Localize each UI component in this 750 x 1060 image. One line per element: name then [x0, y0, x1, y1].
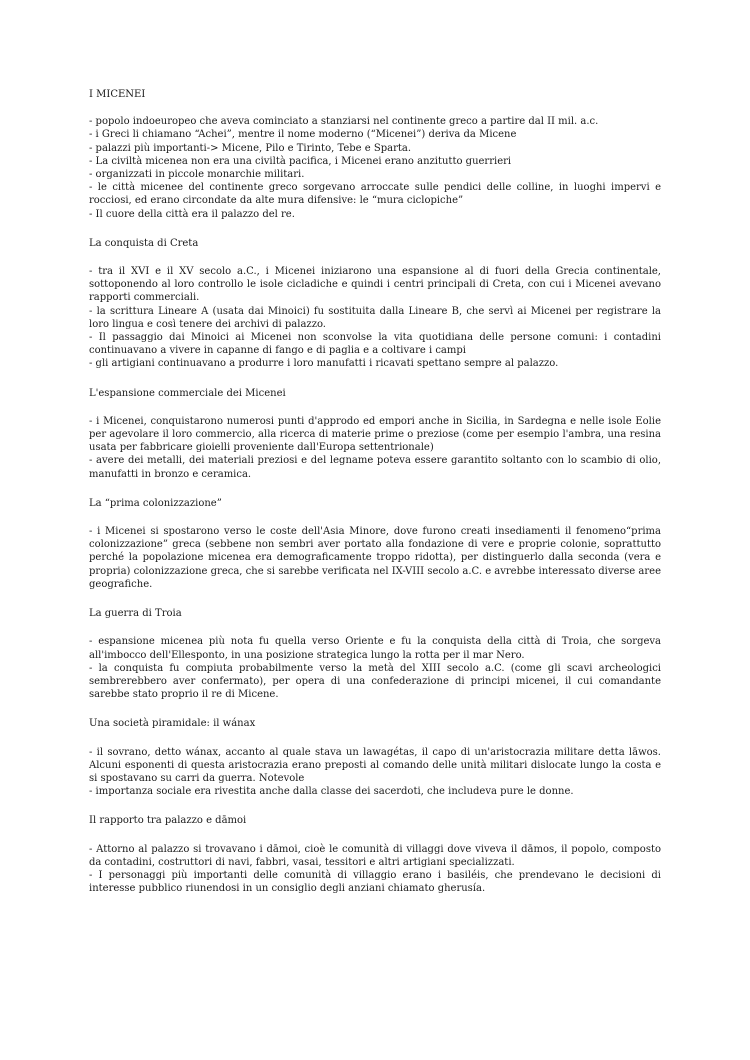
section-heading: La conquista di Creta: [89, 237, 199, 249]
intro-line: - le città micenee del continente greco sorgevano arroccate sulle pendici delle colline, in luoghi impervi e rocciosi, ed erano circondate da alte mura difensive: le “mura ciclopiche”: [89, 182, 661, 207]
section-crete: [89, 237, 661, 371]
section-paragraph: - la conquista fu compiuta probabilmente verso la metà del XIII secolo a.C. (come gli scavi archeologici sembrerebbero aver confermato), per opera di una confederazione di principi micenei, il cui comandante sarebbe stato proprio il re di Micene.: [89, 662, 661, 701]
intro-line: - palazzi più importanti-> Micene, Pilo e Tirinto, Tebe e Sparta.: [89, 142, 412, 154]
intro-line: - i Greci li chiamano “Achei”, mentre il nome moderno (“Micenei”) deriva da Micene: [89, 129, 517, 141]
section-paragraph: - importanza sociale era rivestita anche dalla classe dei sacerdoti, che includeva pure le donne.: [89, 786, 574, 798]
section-troy: [89, 607, 661, 701]
document-page: [89, 88, 661, 895]
intro-line: - organizzati in piccole monarchie militari.: [89, 169, 305, 181]
section-paragraph: - avere dei metalli, dei materiali preziosi e del legname poteva essere garantito soltanto con lo scambio di olio, manufatti in bronzo e ceramica.: [89, 455, 661, 480]
intro-section: [89, 115, 661, 221]
document-title: I MICENEI: [89, 89, 146, 100]
section-wanax: [89, 717, 661, 798]
section-paragraph: - espansione micenea più nota fu quella verso Oriente e fu la conquista della città di Troia, che sorgeva all'imbocco dell'Ellesponto, in una posizione strategica lungo la rotta per il mar Nero.: [89, 636, 661, 661]
intro-line: - Il cuore della città era il palazzo del re.: [89, 208, 295, 220]
section-damoi: [89, 814, 661, 895]
section-paragraph: - gli artigiani continuavano a produrre i loro manufatti i ricavati spettano sempre al palazzo.: [89, 358, 559, 370]
section-paragraph: - la scrittura Lineare A (usata dai Minoici) fu sostituita dalla Lineare B, che servì ai Micenei per registrare la loro lingua e così tenere dei archivi di palazzo.: [89, 305, 661, 330]
section-commerce: [89, 387, 661, 481]
section-colonization: [89, 497, 661, 591]
section-heading: Il rapporto tra palazzo e dāmoi: [89, 815, 247, 827]
section-paragraph: - Il passaggio dai Minoici ai Micenei non sconvolse la vita quotidiana delle persone comuni: i contadini continuavano a vivere in capanne di fango e di paglia e a coltivare i campi: [89, 332, 661, 357]
section-paragraph: - Attorno al palazzo si trovavano i dāmoi, cioè le comunità di villaggi dove viveva il dāmos, il popolo, composto da contadini, costruttori di navi, fabbri, vasai, tessitori e altri artigiani specializzati.: [89, 843, 661, 868]
section-paragraph: - tra il XVI e il XV secolo a.C., i Micenei iniziarono una espansione al di fuori della Grecia continentale, sottoponendo al loro controllo le isole cicladiche e quindi i centri principali di Creta, con cui i Micenei avevano rapporti commerciali.: [89, 266, 661, 304]
section-paragraph: - il sovrano, detto wánax, accanto al quale stava un lawagétas, il capo di un'aristocrazia militare detta lāwos. Alcuni esponenti di questa aristocrazia erano preposti al comando delle unità militari dislocate lungo la costa e si spostavano su carri da guerra. Notevole: [89, 746, 661, 784]
section-paragraph: - I personaggi più importanti delle comunità di villaggio erano i basiléis, che prendevano le decisioni di interesse pubblico riunendosi in un consiglio degli anziani chiamato gherusía.: [89, 869, 661, 895]
section-heading: Una società piramidale: il wánax: [89, 718, 256, 730]
section-paragraph: - i Micenei si spostarono verso le coste dell'Asia Minore, dove furono creati insediamenti il fenomeno“prima colonizzazione” greca (sebbene non sembri aver portato alla fondazione di vere e proprie colonie, soprattutto perché la popolazione micenea era demograficamente troppo ridotta), per distinguerlo dalla seconda (vera e propria) colonizzazione greca, che si sarebbe verificata nel IX-VIII secolo a.C. e avrebbe interessato diverse aree geografiche.: [89, 526, 661, 590]
section-heading: L'espansione commerciale dei Micenei: [89, 387, 286, 399]
intro-line: - La civiltà micenea non era una civiltà pacifica, i Micenei erano anzitutto guerrieri: [89, 155, 512, 167]
section-paragraph: - i Micenei, conquistarono numerosi punti d'approdo ed empori anche in Sicilia, in Sardegna e nelle isole Eolie per agevolare il loro commercio, alla ricerca di materie prime o preziose (come per esempio l'ambra, una resina usata per fabbricare gioielli proveniente dall'Europa settentrionale): [89, 415, 661, 454]
section-heading: La “prima colonizzazione”: [89, 497, 222, 509]
intro-line: - popolo indoeuropeo che aveva cominciato a stanziarsi nel continente greco a partire dal II mil. a.c.: [89, 116, 599, 128]
section-heading: La guerra di Troia: [89, 608, 182, 620]
